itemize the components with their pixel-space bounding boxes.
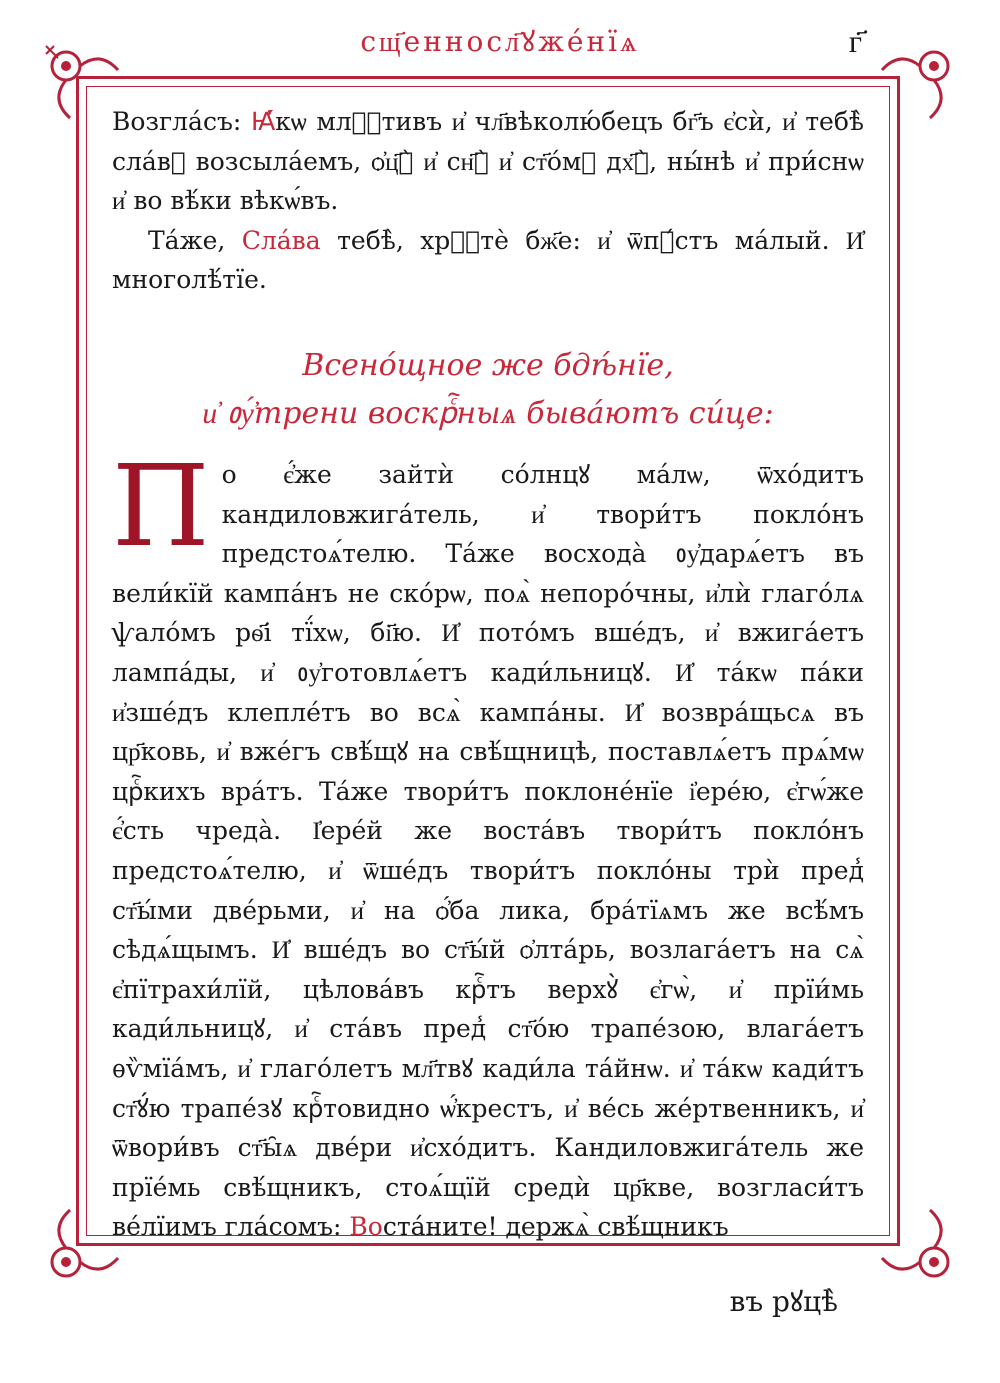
page-number: г҃ <box>848 22 862 60</box>
corner-ornament-icon <box>880 1208 960 1288</box>
corner-ornament-icon <box>880 40 960 120</box>
corner-ornament-icon <box>40 40 120 120</box>
running-title: сщ҃енносл҃ꙋже́нїѧ <box>360 25 640 58</box>
body-text-a: о є҆́же зайтѝ со́лнцꙋ ма́лѡ, ѿхо́дитъ кандиловжига́тель, и҆ твори́тъ покло́нъ предстоѧ́телю. Та́же восхода̀ ᲂу҆дарѧ́етъ въ вели́кїй кампа́нъ не ско́рѡ, поѧ̀ непоро́чны, и҆лѝ глаго́лѧ ѱало́мъ рѳ҃і тї́хѡ, бі҃ю. И҆ пото́мъ вше́дъ, и҆ вжига́етъ лампа́ды, и҆ ᲂу҆готовлѧ́етъ кади́льницꙋ. И҆ та́кѡ па́ки и҆зше́дъ клепле́тъ во всѧ̀ кампа́ны. И҆ возвра́щьсѧ въ цр҃ковь, и҆ вже́гъ свѣ́щꙋ на свѣ́щницѣ, поставлѧ́етъ прѧ́мѡ црⷭ҇кихъ вра́тъ. Та́же твори́тъ поклоне́нїе і҆ере́ю, є҆гѡ́же є҆́сть чреда̀. І҆ере́й же воста́въ твори́тъ покло́нъ предстоѧ́телю, и҆ ѿше́дъ твори́тъ покло́ны трѝ пред̾ ст҃ы́ми две́рьми, и҆ на ѻ҆́ба лика, бра́тїѧмъ же всѣ́мъ сѣдѧ́щымъ. И҆ вше́дъ во ст҃ы́й ѻ҆лта́рь, возлага́етъ на сѧ̀ є҆пїтрахи́лїй, цѣлова́въ крⷭ҇тъ верхꙋ̀ є҆гѡ̀, и҆ прїи́мь кади́льницꙋ, и҆ ста́въ пред̾ ст҃о́ю трапе́зою, влага́етъ ѳѷмїа́мъ, и҆ глаго́летъ мл҃твꙋ кади́ла та́йнѡ. и҆ та́кѡ кади́тъ ст҃ꙋ́ю трапе́зꙋ крⷭ҇товидно ѡ҆́крестъ, и҆ ве́сь же́ртвенникъ, и҆ ѿвори́въ ст҃ы̑ѧ две́ри и҆схо́дитъ. Кандиловжига́тель же прїе́мь свѣ́щникъ, стоѧ́щїй средѝ цр҃кве, возгласи́тъ ве́лїимъ гла́сомъ: <box>112 460 864 1242</box>
heading-line-1: Всено́щное же бдѣ́нїе, <box>302 348 674 383</box>
drop-cap: П <box>112 442 210 572</box>
body-paragraph <box>112 442 864 1247</box>
intro-line2-b: тебѣ̀, хрⷭ҇тѐ бж҃е: и҆ ѿпꙋ́стъ ма́лый. И҆ многолѣ́тїе. <box>112 225 864 295</box>
section-heading <box>112 342 864 438</box>
intro-initial: Ꙗ҆ <box>250 107 276 136</box>
intro-prefix: Возгла́съ: <box>112 107 251 136</box>
corner-ornament-icon <box>40 1208 120 1288</box>
intro-line1: ́кѡ млⷭ҇тивъ и҆ чл҃вѣколю́бецъ бг҃ъ є҆сѝ, и҆ тебѣ̀ сла́вꙋ возсыла́емъ, ѻ҆ц҃ꙋ̀ и҆ сн҃ꙋ̀ и҆ ст҃о́мꙋ дх҃ꙋ̀, ны́нѣ и҆ при́снѡ и҆ во вѣ́ки вѣкѡ́въ. <box>112 107 864 216</box>
intro-paragraph <box>112 102 864 300</box>
body-text-b: ста́ните! держѧ̀ свѣ́щникъ <box>382 1212 729 1242</box>
catchword: въ рꙋцѣ̀ <box>729 1285 838 1318</box>
intro-line2-a: Та́же, <box>148 225 242 255</box>
heading-line-2: и҆ ᲂу҆́трени воскрⷭ҇ныѧ быва́ютъ си́це: <box>202 396 774 431</box>
body-red-word: Во <box>349 1212 383 1242</box>
intro-line2-red: Сла́ва <box>241 225 321 255</box>
